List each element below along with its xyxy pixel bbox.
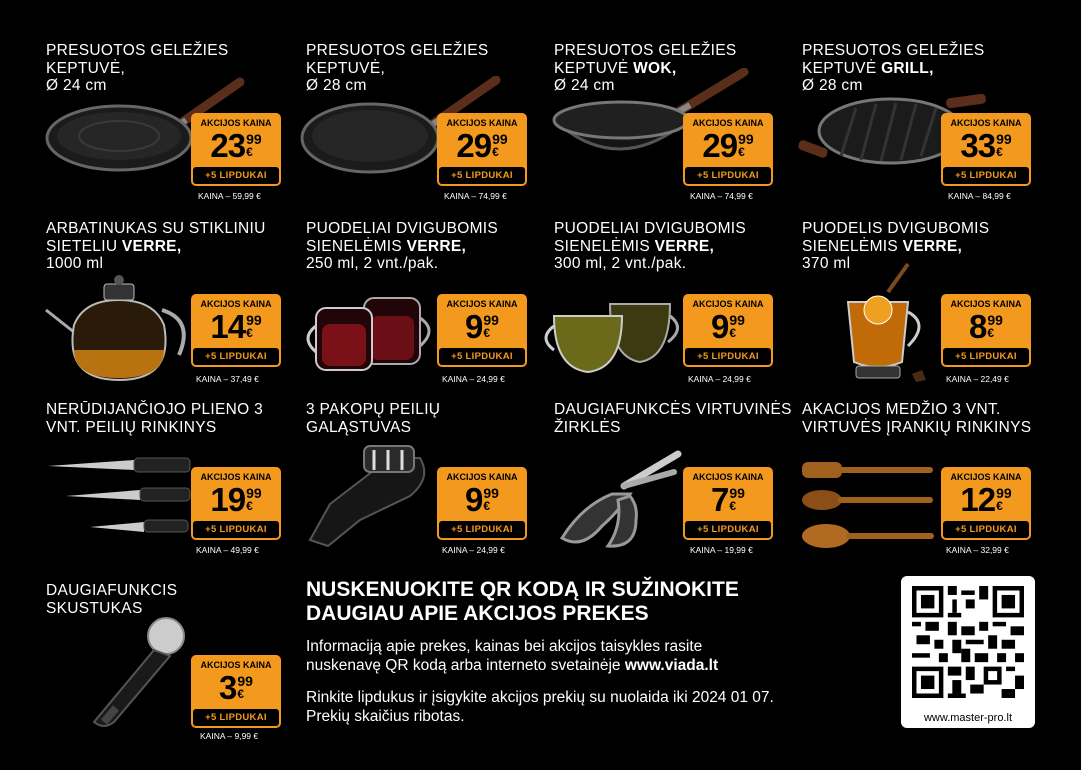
stickers-label: +5 LIPDUKAI [439,521,525,538]
price-badge [191,113,281,186]
glass-mugs-icon [540,292,680,377]
badge-label: AKCIJOS KAINA [446,299,518,309]
qr-heading: NUSKENUOKITE QR KODĄ IR SUŽINOKITE DAUGIAU APIE AKCIJOS PREKES [306,578,739,625]
price-badge [191,294,281,367]
stickers-label: +5 LIPDUKAI [193,167,279,184]
product-title: PUODELIAI DVIGUBOMIS SIENELĖMIS VERRE, 300 ml, 2 vnt./pak. [554,220,747,272]
knife-set-icon [44,452,194,540]
product-title: NERŪDIJANČIOJO PLIENO 3 VNT. PEILIŲ RINKINYS [46,401,264,436]
price-badge [683,294,773,367]
price-badge [437,467,527,540]
sale-price: 9 99 € [465,308,499,345]
wooden-utensils-icon [798,456,938,556]
regular-price: KAINA – 24,99 € [442,545,505,555]
product-title: PRESUOTOS GELEŽIES KEPTUVĖ WOK, Ø 24 cm [554,42,737,94]
sale-price: 3 99 € [219,669,253,706]
badge-label: AKCIJOS KAINA [446,118,518,128]
regular-price: KAINA – 19,99 € [690,545,753,555]
stickers-label: +5 LIPDUKAI [943,167,1029,184]
scissors-icon [552,446,682,551]
qr-url: www.master-pro.lt [923,712,1013,724]
price-badge [683,113,773,186]
peeler-icon [86,612,196,732]
stickers-label: +5 LIPDUKAI [193,521,279,538]
stickers-label: +5 LIPDUKAI [943,521,1029,538]
sale-price: 7 99 € [711,481,745,518]
badge-label: AKCIJOS KAINA [950,118,1022,128]
badge-label: AKCIJOS KAINA [200,299,272,309]
knife-sharpener-icon [300,440,440,550]
product-title: PRESUOTOS GELEŽIES KEPTUVĖ GRILL, Ø 28 cm [802,42,985,94]
regular-price: KAINA – 22,49 € [946,374,1009,384]
product-title: PUODELIAI DVIGUBOMIS SIENELĖMIS VERRE, 250 ml, 2 vnt./pak. [306,220,499,272]
info-link[interactable]: www.viada.lt [624,657,719,674]
price-badge [941,467,1031,540]
teapot-icon [44,270,194,385]
badge-label: AKCIJOS KAINA [692,118,764,128]
price-badge [437,113,527,186]
stickers-label: +5 LIPDUKAI [685,521,771,538]
badge-label: AKCIJOS KAINA [692,472,764,482]
regular-price: KAINA – 74,99 € [690,191,753,201]
product-title: DAUGIAFUNKCĖS VIRTUVINĖS ŽIRKLĖS [554,401,792,436]
stickers-label: +5 LIPDUKAI [685,167,771,184]
badge-label: AKCIJOS KAINA [950,472,1022,482]
price-badge [191,467,281,540]
product-title: 3 PAKOPŲ PEILIŲ GALĄSTUVAS [306,401,441,436]
product-title: PRESUOTOS GELEŽIES KEPTUVĖ, Ø 24 cm [46,42,229,94]
sale-price: 12 99 € [960,481,1012,518]
regular-price: KAINA – 74,99 € [444,191,507,201]
stickers-label: +5 LIPDUKAI [685,348,771,365]
sale-price: 8 99 € [969,308,1003,345]
rules-text: Rinkite lipdukus ir įsigykite akcijos prekių su nuolaida iki 2024 01 07. Prekių skaičius ribotas. [306,689,774,725]
regular-price: KAINA – 84,99 € [948,191,1011,201]
sale-price: 33 99 € [960,127,1012,164]
price-badge [941,113,1031,186]
regular-price: KAINA – 37,49 € [196,374,259,384]
glass-mugs-icon [300,290,440,375]
glass-mug-icon [838,262,938,387]
sale-price: 9 99 € [711,308,745,345]
badge-label: AKCIJOS KAINA [200,472,272,482]
stickers-label: +5 LIPDUKAI [439,348,525,365]
badge-label: AKCIJOS KAINA [446,472,518,482]
sale-price: 29 99 € [456,127,508,164]
sale-price: 23 99 € [210,127,262,164]
stickers-label: +5 LIPDUKAI [943,348,1029,365]
price-badge [437,294,527,367]
stickers-label: +5 LIPDUKAI [439,167,525,184]
regular-price: KAINA – 24,99 € [688,374,751,384]
regular-price: KAINA – 49,99 € [196,545,259,555]
stickers-label: +5 LIPDUKAI [193,709,279,726]
regular-price: KAINA – 9,99 € [200,731,259,741]
badge-label: AKCIJOS KAINA [200,660,272,670]
price-badge [683,467,773,540]
qr-info-text: Informaciją apie prekes, kainas bei akcijos taisykles rasite nuskenavę QR kodą arba interneto svetainėje www.viada.lt [306,638,719,674]
sale-price: 19 99 € [210,481,262,518]
sale-price: 9 99 € [465,481,499,518]
stickers-label: +5 LIPDUKAI [193,348,279,365]
regular-price: KAINA – 59,99 € [198,191,261,201]
qr-code-card[interactable] [901,576,1035,728]
qr-code-icon [912,586,1024,698]
product-title: PRESUOTOS GELEŽIES KEPTUVĖ, Ø 28 cm [306,42,489,94]
regular-price: KAINA – 24,99 € [442,374,505,384]
price-badge [941,294,1031,367]
product-title: DAUGIAFUNKCIS SKUSTUKAS [46,582,178,617]
product-title: AKACIJOS MEDŽIO 3 VNT. VIRTUVĖS ĮRANKIŲ RINKINYS [802,401,1032,436]
regular-price: KAINA – 32,99 € [946,545,1009,555]
badge-label: AKCIJOS KAINA [200,118,272,128]
product-title: PUODELIS DVIGUBOMIS SIENELĖMIS VERRE, 370 ml [802,220,990,272]
sale-price: 29 99 € [702,127,754,164]
badge-label: AKCIJOS KAINA [950,299,1022,309]
product-title: ARBATINUKAS SU STIKLINIU SIETELIU VERRE, 1000 ml [46,220,266,272]
sale-price: 14 99 € [210,308,262,345]
price-badge [191,655,281,728]
badge-label: AKCIJOS KAINA [692,299,764,309]
